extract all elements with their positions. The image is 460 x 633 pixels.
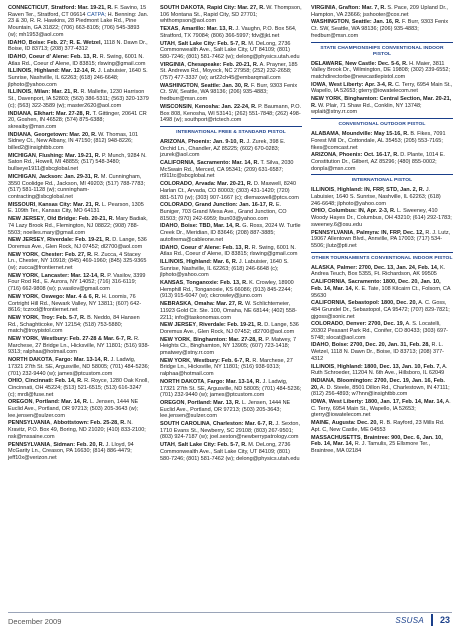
listing-location-date: Highland: IN, FRP, STD, Jan. 2, R. bbox=[337, 187, 425, 194]
listing-location-date: Palmyra: IN, FRP, Dec. 12, bbox=[356, 229, 424, 236]
listing-details: D. Plante, 1014 E. Constitution Dr., Gilbert, AZ 85296; (480) 855-0002; donpla@msn.com bbox=[311, 152, 445, 172]
listing-state: ILLINOIS bbox=[311, 363, 335, 370]
column-3 bbox=[311, 5, 453, 456]
listing-entry: PENNSYLVANIA, Sidman: Feb. 20, R. J. Lloyd, 94 McGarity Ln., Creason, PA 16630; (814) 886-4479; jeff10x@verizon.net bbox=[8, 441, 134, 461]
listing-entry: ILLINOIS, Highland: Mar. 6, R. J. Labuisier, 1640 S. Sunrise, Nashville, IL 62263; (618) 246-6648 (c); jlphoto@yahoo.com bbox=[160, 258, 289, 279]
section-header-other-tournaments: OTHER TOURNAMENTS CONVENTIONAL INDOOR PISTOL bbox=[311, 255, 453, 261]
listing-details: A. S. Locatelli, 20302 Peasant Park Rd., Conifer, CO 80433; (303) 697-5748; slocat@aol.com bbox=[311, 321, 448, 341]
listing-details: Mary Badiak, 74 Lazy Brook Rd., Flemington, NJ 08822; (908) 788-5503; noelles.mary@gmail.com bbox=[8, 216, 148, 236]
listing-location-date: Denver: 2700, Dec. 19, bbox=[346, 321, 405, 328]
listing-details: R. Swing, 6001 N. Atlas Rd., Coeur d' Alene, ID 83815; rlswing@gmail.com bbox=[160, 244, 298, 258]
listing-state: NEBRASKA bbox=[160, 301, 192, 308]
listing-state: IDAHO bbox=[160, 223, 178, 230]
listing-entry: ALASKA, Palmer: 2700, Dec. 13, Jan. 24, Feb. 14, K. Andrea Teuch, Box 5355, Ft. Richardson, AK 99505 bbox=[311, 264, 446, 278]
listing-state: DELAWARE bbox=[311, 60, 343, 67]
footer-separator bbox=[431, 614, 433, 626]
listing-entry: SOUTH CAROLINA, Charleston: Mar. 6-7, R. J. Sexton, 1710 Evans St., Newberry, SC 29108; (803) 267-9501; (803) 924-7187 (w); joel.sexton@newberrypatrology.com bbox=[160, 421, 301, 441]
listing-details: R. B. Rayford, 23 Mills Rd. Apt. C, New Castle, ME 04553 bbox=[311, 420, 445, 433]
section-header-free-standard-pistol: INTERNATIONAL FREE & STANDARD PISTOL bbox=[176, 129, 286, 135]
listing-location-date: Phoenix: Oct. 16-17, R. bbox=[339, 152, 399, 159]
listing-state: NEW YORK bbox=[160, 336, 191, 343]
listing-state: KANSAS bbox=[160, 280, 184, 287]
listing-details: J. Lloyd, 94 McGarity Ln., Creason, PA 16630; (814) 886-4479; jeff10x@verizon.net bbox=[8, 441, 134, 461]
listing-state: TEXAS bbox=[160, 26, 179, 33]
listing-location-date: Sacramento: Mar. 14, R. bbox=[196, 160, 260, 167]
listing-contact: CATPA; bbox=[86, 11, 108, 18]
listing-details: J. Vaughn, P.O. Box 564, Stratford, TX 79084; (806) 366-5997; fdv@jkt.net bbox=[160, 26, 297, 39]
listing-state: SOUTH DAKOTA bbox=[160, 5, 204, 11]
listing-details: T. Silva, 2030 McSwain Rd., Merced, CA 95341; (209) 631-6587; rt911tc@sbcglobal.net bbox=[160, 160, 294, 180]
col2-top-entries bbox=[160, 5, 302, 124]
listing-state: OHIO bbox=[8, 378, 23, 385]
listing-entry: NEW YORK, Troy: Feb. 5-7, R. B. Neddo, 84 Hansen Rd., Schaghticoke, NY 12154; (518) 753-5880; match@troypistol.com bbox=[8, 314, 140, 335]
listing-entry: ILLINOIS, Highland: 1800, Dec. 13, Jan. 10, Feb. 7, A. Ruth Schroeder, 11204 N. 6th Ave., Hillsboro, IL 62049 bbox=[311, 363, 448, 377]
listing-state: CALIFORNIA bbox=[311, 279, 345, 286]
listing-location-date: West Liberty: Apr. 3-4, R. bbox=[328, 81, 394, 88]
listing-state: MICHIGAN bbox=[8, 152, 36, 159]
listing-location-date: Boise: Feb. 27; R. E. Wetzel, bbox=[28, 39, 103, 46]
listing-details: J. Zurek, 398 E. Orchid Ln., Chandler, AZ 85225; (602) 670-0283; jzurek@aol.com bbox=[160, 138, 286, 159]
listing-entry: NEW YORK, Lancaster: Mar. 12-14, R. P. Vasilov, 3399 Four Rod Rd., E. Aurora, NY 14052; (716) 316-6119; (716) 662-9808 (w); p.vasilov@gmail.com bbox=[8, 272, 146, 293]
listing-details: R. J. Lutz, 19067 Allentown Blvd., Annville, PA 17003; (717) 534-5506; jlutz@pti.net bbox=[311, 229, 451, 249]
listing-details: H. Maier, 3811 Valley Brook Dr., Wilmington, DE 19808; (302) 239-6552; matchdirectorbe@newcastlepistol.com bbox=[311, 60, 450, 80]
listing-location-date: Grafton: Mar. 7, R. bbox=[338, 5, 386, 11]
listing-state: NEW YORK bbox=[8, 251, 39, 258]
listing-location-date: Fargo: Mar. 13-14, R. bbox=[55, 357, 110, 364]
listing-details: L. Sweeney, 410 Woody Hayes Dr., Columbus, OH 43210; (614) 292-1783; sweeney.6@osu.edu bbox=[311, 208, 452, 228]
footer-date: December 2009 bbox=[8, 617, 62, 626]
listing-location-date: Elkhart: Mar. 27-28, R. bbox=[33, 110, 92, 117]
listing-details: H. Loomis, 76 Cortright Hill Rd., Newark Valley, NY 13811; (607) 642-8616; tczrxd@frontiernet.net bbox=[8, 293, 142, 314]
listing-details: G. Ross, 2024 W. Turtle Creek Dr., Meridian, ID 83646; (208) 887-3885; autofirema@cableone.net bbox=[160, 223, 301, 243]
listing-location-date: Kansas City: Mar. 21, R. bbox=[38, 201, 101, 208]
listing-state: INDIANA bbox=[8, 110, 31, 117]
listing-details: P. Matwey, 7 Heights Ct., Binghamton, NY 13905; (607) 723-1418; pmatwey@stny.rr.com bbox=[160, 336, 297, 357]
listing-entry: SOUTH DAKOTA, Rapid City: Mar. 27, R. W. Thompson, 106 Montana St., Rapid City, SD 27701; whthompson@aol.com bbox=[160, 5, 302, 25]
listing-location-date: New Castle: Dec. 5-6, R. bbox=[345, 60, 408, 67]
listing-details: K. Andrea Teuch, Box 5355, Ft. Richardson, AK 99505 bbox=[311, 264, 446, 278]
column-1 bbox=[8, 5, 150, 463]
listing-entry: ALABAMA, Moundville: May 15-16, R. B. Fikes, 7091 Forest Mill Dr., Cottondale, AL 35453; (205) 553-7165; fikes@comcast.net bbox=[311, 131, 446, 151]
listing-location-date: Boise: TBD, Mar. 14, R. bbox=[180, 223, 241, 230]
col1-entries bbox=[8, 5, 150, 462]
listing-state: WISCONSIN bbox=[160, 103, 192, 110]
listing-state: PENNSYLVANIA bbox=[8, 441, 51, 448]
listing-details: R. L. Wetzel, 1118 N. Dawn Dr., Boise, ID 83713; (208) 377-4312 bbox=[311, 342, 444, 362]
listing-details: B. Neddo, 84 Hansen Rd., Schaghticoke, NY 12154; (518) 753-5880; match@troypistol.com bbox=[8, 314, 140, 335]
listing-details: C. Terry, 6954 Main St., Wapello, IA 52653; gterry@iowatelecom.net bbox=[311, 81, 453, 95]
col3-mid1-entries bbox=[311, 61, 453, 117]
listing-state: INDIANA bbox=[311, 377, 334, 384]
column-2 bbox=[160, 5, 302, 463]
listing-state: NEW YORK bbox=[8, 293, 39, 300]
listing-entry: KANSAS, Tonganoxie: Feb. 13, R. K. Crowley, 18900 Hemphill Rd., Tonganoxie, KS 66086; (913) 845-2244; (913) 915-6047 (w); ckcrowley@juno.com bbox=[160, 280, 294, 300]
listing-entry: CALIFORNIA, Sacramento: Mar. 14, R. T. Silva, 2030 McSwain Rd., Merced, CA 95341; (209) 631-6587; rt911tc@sbcglobal.net bbox=[160, 160, 294, 180]
listing-entry: IDAHO, Coeur d' Alene: Feb. 13, R. R. Swing, 6001 N. Atlas Rd., Coeur d' Alene, ID 83815; rlswing@gmail.com bbox=[8, 53, 146, 67]
listing-details: A. Ruth Schroeder, 11204 N. 6th Ave., Hillsboro, IL 62049 bbox=[311, 363, 448, 377]
listing-state: ILLINOIS bbox=[311, 187, 335, 194]
listing-entry: IDAHO, Coeur d' Alene: Feb. 13, R. R. Swing, 6001 N. Atlas Rd., Coeur d' Alene, ID 83815; rlswing@gmail.com bbox=[160, 244, 298, 258]
section-header-international-pistol: INTERNATIONAL PISTOL bbox=[351, 178, 413, 184]
listing-entry: VIRGINIA, Grafton: Mar. 7, R. S. Pace, 209 Upland Dr., Hampton, VA 23666; jsshooter@cox.net bbox=[311, 5, 448, 18]
listing-entry: MASSACHUSETTS, Braintree: 900, Dec. 6, Jan. 10, Feb. 14, Mar. 14, R. J. Tamulis, 25 Ellsmore Ter., Braintree, MA 02184 bbox=[311, 434, 443, 454]
col2-bottom-entries bbox=[160, 139, 302, 462]
listing-entry: UTAH, Salt Lake City: Feb. 5-7, R. M. DeLong, 2736 Commonwealth Ave., Salt Lake City, UT 84109; (801) 580-7246; (801) 581-7462 (w); delong@physics.utah.edu bbox=[160, 40, 300, 60]
listing-details: T. Gittinger, 20641 CR 20, Goshen, IN 46528; (574) 875-6388; skreaiby@msn.com bbox=[8, 110, 147, 130]
listing-location-date: Lancaster: Mar. 12-14, R. bbox=[41, 272, 106, 279]
listing-details: K. Crowley, 18900 Hemphill Rd., Tonganoxie, KS 66086; (913) 845-2244; (913) 915-6047 (w); ckcrowley@juno.com bbox=[160, 280, 294, 300]
listing-details: M. DeLong, 2736 Commonwealth Ave., Salt Lake City, UT 84109; (801) 580-7246; (801) 581-7462 (w); delong@physics.utah.edu bbox=[160, 40, 300, 60]
listing-location-date: Portland: Mar. 14, R. bbox=[35, 399, 89, 406]
listing-location-date: Stratford: Mar. 19-21, R. bbox=[51, 5, 113, 11]
listing-location-date: Palmer: 2700, Dec. 13, Jan. 24, Feb. 14, bbox=[336, 264, 439, 271]
listing-entry: IDAHO, Boise: Feb. 27; R. E. Wetzel, 1118 N. Dawn Dr., Boise, ID 83713; (208) 377-4312 bbox=[8, 39, 148, 53]
listing-location-date: Portland: Mar. 13, R. bbox=[187, 399, 241, 406]
listing-location-date: Highland: Mar. 12-14, R. bbox=[34, 68, 97, 75]
section-rule bbox=[311, 42, 453, 43]
listing-entry: NEW JERSEY, Riverdale: Feb. 19-21, R. D. Lange, 536 Doremus Ave., Glen Rock, NJ 07452; dl2700@aol.com bbox=[160, 322, 299, 335]
listing-entry: DELAWARE, New Castle: Dec. 5-6, R. H. Maier, 3811 Valley Brook Dr., Wilmington, DE 19808; (302) 239-6552; matchdirectorbe@newcastlepistol.com bbox=[311, 60, 450, 80]
listing-entry: IDAHO, Boise: TBD, Mar. 14, R. G. Ross, 2024 W. Turtle Creek Dr., Meridian, ID 83646; (208) 887-3885; autofirema@cableone.net bbox=[160, 223, 301, 243]
listing-location-date: Old Bridge: Feb. 20-21, R. bbox=[47, 216, 115, 223]
listing-entry: NEW YORK, Chester: Feb. 27, R. R. Zucca, 4 Stacey Ln., Chester, NY 10918; (845) 469-1960; (845) 325-9365 (w); zucca@frontiernet.net bbox=[8, 251, 147, 272]
listing-entry: WASHINGTON, Seattle: Jan. 30, R. F. Burr, 9303 Fenix Ct. SW, Seattle, WA 98136; (206) 935-4883; fredburr@msn.com bbox=[160, 82, 298, 103]
listing-location-date: Binghamton: Mar. 27-28, R. bbox=[193, 336, 264, 343]
listing-details: 1118 N. Dawn Dr., Boise, ID 83713; (208) 377-4312 bbox=[8, 39, 148, 53]
listing-state: IOWA bbox=[311, 399, 326, 406]
listing-location-date: Cincinnati: Feb. 14, R. bbox=[25, 378, 83, 385]
listing-state: IDAHO bbox=[160, 244, 178, 251]
listing-location-date: Salt Lake City: Feb. 5-7, R. bbox=[177, 442, 247, 449]
listing-entry: WASHINGTON, Seattle: Jan. 16, R. F. Burr, 9303 Fenix Ct. SW, Seattle, WA 98136; (206) 935-4883; fredburr@msn.com bbox=[311, 19, 449, 39]
listing-state: NEW YORK bbox=[8, 272, 39, 279]
listing-state: IDAHO bbox=[8, 39, 26, 46]
listing-state: IDAHO bbox=[8, 53, 26, 60]
listing-entry: NEBRASKA, Omaha: Mar. 27, R. W. Schlichtemeier, 11923 Gold Cir. Ste. 100, Omaha, NE 68144; (402) 558-2211; info@taskonomas.com bbox=[160, 301, 297, 321]
listing-details: R. J. Tamulis, 25 Ellsmore Ter., Braintree, MA 02184 bbox=[311, 441, 431, 454]
listing-location-date: Riverdale: Feb. 19-21, R. bbox=[199, 322, 263, 329]
listing-state: OHIO bbox=[311, 208, 326, 215]
listing-location-date: Kenosha: Jan. 22-24, R. bbox=[194, 103, 257, 110]
listing-location-date: Rapid City: Mar. 27, R. bbox=[206, 5, 265, 11]
listing-details: J. Sexton, 1710 Evans St., Newberry, SC 29108; (803) 267-9501; (803) 924-7187 (w); joel.sexton@newberrypatrology.com bbox=[160, 421, 301, 441]
listing-entry: NEW JERSEY, Riverdale: Feb. 19-21, R. D. Lange, 536 Doremus Ave., Glen Rock, NJ 07452; dl2700@aol.com bbox=[8, 237, 147, 250]
listing-details: R. Zucca, 4 Stacey Ln., Chester, NY 10918; (845) 469-1960; (845) 325-9365 (w); zucca@frontiernet.net bbox=[8, 251, 147, 272]
listing-state: COLORADO bbox=[311, 321, 344, 328]
listing-location-date: Chester: Feb. 27, R. bbox=[41, 251, 93, 258]
section-rule bbox=[311, 118, 453, 119]
listing-details: K. E. Tate, 108 Kilcairn Ct., Folsom, CA 95630 bbox=[311, 285, 451, 299]
listing-state: COLORADO bbox=[160, 202, 193, 209]
listing-state: CALIFORNIA bbox=[160, 160, 194, 167]
listing-state: NEW JERSEY bbox=[8, 216, 45, 223]
section-rule bbox=[311, 174, 453, 175]
listing-details: J. Ladwig, 17321 27th St. SE, Argusville, ND 58005; (701) 484-5236; (701) 232-9440 (w); james@ptcustom.com bbox=[160, 378, 302, 399]
listing-state: INDIANA bbox=[8, 131, 31, 138]
listing-entry: CALIFORNIA, Sebastopol: 1800, Dec. 20, A. C. Goss, 484 Grundel Dr., Sebastopol, CA 95472; (707) 829-7821; gjgoss@sonic.net bbox=[311, 300, 450, 320]
listing-location-date: Boise: 2700, Dec. 20, Jan. 31, Feb. 28, bbox=[331, 342, 430, 349]
listing-location-date: Westbury: Feb. 27-28 & Mar. 6-7, R. bbox=[41, 336, 133, 343]
listing-location-date: Oswego: Mar. 4 & 6, R. bbox=[41, 293, 101, 300]
listing-entry: COLORADO, Arvada: Mar. 20-21, R. D. Maxwell, 8240 Harlan Ct., Arvada, CO 80003; (303) 431-1420; (720) 881-5170 (w); (303) 907-1667 (c); dlemaxwell@ptcs.com bbox=[160, 181, 299, 201]
listing-state: ALASKA bbox=[311, 264, 334, 271]
listing-entry: ILLINOIS, Highland: IN, FRP, STD, Jan. 2, R. J. Labuisier, 1640 S. Sunrise, Nashville, IL 62263; (618) 246-6648; jlphoto@yahoo.com bbox=[311, 187, 441, 207]
listing-details: R. Marchese, 27 Bridge Ln., Hicksville, NY 11801; (516) 938-9313; ralphaa@hotmail.com bbox=[160, 357, 293, 378]
listing-state: MISSOURI bbox=[8, 201, 36, 208]
listing-details: F. Burr, 9303 Fenix Ct. SW, Seattle, WA 98136; (206) 935-4883; fredburr@msn.com bbox=[160, 82, 298, 103]
listing-details: J. Labuisier, 1640 S. Sunrise, Nashville, IL 62263; (618) 246-6648; jlphoto@yahoo.com bbox=[8, 68, 148, 88]
listing-location-date: Chesapeake: Feb. 20-21, R. bbox=[187, 61, 259, 68]
section-rule bbox=[160, 126, 302, 127]
listing-location-date: Charleston: Mar. 6-7, R. bbox=[212, 421, 275, 428]
listing-entry: TEXAS, Amarillo: Mar. 13, R. J. Vaughn, P.O. Box 564, Stratford, TX 79084; (806) 366-5997; fdv@jkt.net bbox=[160, 26, 297, 39]
listing-state: NEW YORK bbox=[8, 314, 39, 321]
listing-entry: ARIZONA, Phoenix: Oct. 16-17, R. D. Plante, 1014 E. Constitution Dr., Gilbert, AZ 85296; (480) 855-0002; donpla@msn.com bbox=[311, 152, 445, 172]
listing-entry: PENNSYLVANIA, Abbottstown: Feb. 25-28, R. N. Kravitz, P.O. Box 49, Boring, ND 21020; (410) 833-2100; nsk@mssaine.com bbox=[8, 420, 146, 440]
listing-entry: MISSOURI, Kansas City: Mar. 21, R. L. Pearson, 1305 E. 109th Ter., Kansas City, MO 64131 bbox=[8, 201, 144, 215]
listing-details: F. Burr, 9303 Fenix Ct. SW, Seattle, WA 98136; (206) 935-4883; fredburr@msn.com bbox=[311, 19, 449, 39]
listing-details: W. Thompson, 106 Montana St., Rapid City, SD 27701; whthompson@aol.com bbox=[160, 5, 302, 25]
listing-entry: NEW YORK, Westbury: Feb. 27-28 & Mar. 6-7, R. R. Marchese, 27 Bridge Ln., Hicksville, NY 11801; (516) 938-9313; ralphaa@hotmail.com bbox=[8, 336, 150, 356]
listing-location-date: Sidman: Feb. 20, R. bbox=[53, 441, 105, 448]
listing-location-date: Highland: Mar. 6, R. bbox=[186, 258, 238, 265]
listing-details: P. Vasilov, 3399 Four Rod Rd., E. Aurora, NY 14052; (716) 316-6119; (716) 662-9808 (w); p.vasilov@gmail.com bbox=[8, 272, 146, 293]
listing-entry: IDAHO, Boise: 2700, Dec. 20, Jan. 31, Feb. 28, R. L. Wetzel, 1118 N. Dawn Dr., Boise, ID 83713; (208) 377-4312 bbox=[311, 342, 444, 362]
listing-entry: COLORADO, Grand Junction: Jan. 16-17, R. E. Buniger, 703 Grand Mesa Ave., Grand Junction, CO 81503; (970) 242-6959; lbun03@yahoo.com bbox=[160, 202, 287, 222]
footer-page-number: 23 bbox=[439, 615, 450, 625]
listing-entry: OREGON, Portland: Mar. 14, R. L. Jensen, 1444 NE Euclid Ave., Portland, OR 97213; (503) 205-3643 (w); lee.jensen@sulzer.com bbox=[8, 399, 139, 419]
listing-state: ARIZONA bbox=[311, 152, 337, 159]
listing-state: NORTH DAKOTA bbox=[160, 378, 205, 385]
listing-state: CALIFORNIA bbox=[311, 300, 345, 307]
listing-entry: CALIFORNIA, Sacramento: 1800, Dec. 20, Jan. 10, Feb. 14, Mar. 14, K. E. Tate, 108 Kilcairn Ct., Folsom, CA 95630 bbox=[311, 279, 451, 299]
listing-location-date: Salt Lake City: Feb. 5-7, R. bbox=[177, 40, 247, 47]
listing-state: ALABAMA bbox=[311, 131, 339, 138]
listing-details-extra: H. Benning: Jan. 23 & 30, R. R. Hawkins, 28 Piedmont Lake Rd., Pine Mountain, GA 31822; (706) 663-8105; (706) 545-3893 (w); mh1953@aol.com bbox=[8, 11, 149, 38]
listing-details: A. D. Steele, 8501 Dillon Rd., Charlestown, IN 47111; (812) 256-4893; w7hnn@insightbb.com bbox=[311, 384, 450, 398]
listing-entry: MICHIGAN, Jackson: Jan. 29-31, R. M. Cunningham, 3550 Coolidge Rd., Jackson, MI 49203; (517) 788-7783; (517) 581-1128 (w); cunningham-contracting@sbcglobal.net bbox=[8, 173, 145, 200]
listing-state: ILLINOIS bbox=[160, 258, 184, 265]
listing-entry: CONNECTICUT, Stratford: Mar. 19-21, R. F. Savino, 15 Raven Ter., Stratford, CT 06614 CATPA; H. Benning: Jan. 23 & 30, R. R. Hawkins, 28 Piedmont Lake Rd., Pine Mountain, GA 31822; (706) 663-8105; (706) 545-3893 (w); mh1953@aol.com bbox=[8, 5, 149, 38]
listing-location-date: Flushing: Mar. 19-21, R. bbox=[38, 152, 101, 159]
listing-entry: MICHIGAN, Flushing: Mar. 19-21, R. P. Munch, 9284 N. Saton Rd., Howell, MI 48855; (517) 548-3480; bullseye1911@sbcglobal.net bbox=[8, 152, 147, 173]
section-rule bbox=[311, 252, 453, 253]
listing-entry: IOWA, West Liberty: Apr. 3-4, R. C. Terry, 6954 Main St., Wapello, IA 52653; gterry@iowatelecom.net bbox=[311, 81, 453, 95]
listing-location-date: Troy: Feb. 5-7, R. bbox=[41, 314, 86, 321]
listing-entry: WISCONSIN, Kenosha: Jan. 22-24, R. P. Baumann, P.O. Box 808, Kenosha, WI 53141; (262) 551-7848; (262) 498-1498 (w); southport@rtctech.com bbox=[160, 103, 302, 124]
footer-publication: SSUSA bbox=[395, 616, 424, 625]
listing-state: SOUTH CAROLINA bbox=[160, 421, 210, 428]
listing-state: MICHIGAN bbox=[8, 173, 36, 180]
listing-entry: MAINE, Augusta: Dec. 20, R. B. Rayford, 23 Mills Rd. Apt. C, New Castle, ME 04553 bbox=[311, 420, 445, 433]
listing-details: A. Prayner, 185 St. Andrews Rd., Moyock, NC 27958; (252) 232-2658; (757) 477-3337 (w); art22ch45@embarqmail.com bbox=[160, 61, 298, 82]
listing-details: L. Pearson, 1305 E. 109th Ter., Kansas City, MO 64131 bbox=[8, 201, 144, 215]
listing-location-date: Arvada: Mar. 20-21, R. bbox=[195, 181, 253, 188]
listing-details: P. Baumann, P.O. Box 808, Kenosha, WI 53141; (262) 551-7848; (262) 498-1498 (w); southport@rtctech.com bbox=[160, 103, 302, 124]
listing-details: J. Labuisier, 1640 S. Sunrise, Nashville, IL 62263; (618) 246-6648; jlphoto@yahoo.com bbox=[311, 187, 441, 207]
listing-state: OREGON bbox=[160, 399, 185, 406]
listing-details: M. Cunningham, 3550 Coolidge Rd., Jackson, MI 49203; (517) 788-7783; (517) 581-1128 (w); cunningham-contracting@sbcglobal.net bbox=[8, 173, 145, 200]
listing-location-date: Coeur d' Alene: Feb. 13, R. bbox=[28, 53, 99, 60]
listing-location-date: Seattle: Jan. 30, R. bbox=[200, 82, 250, 89]
listing-location-date: Westbury: Feb. 6-7, R. bbox=[193, 357, 251, 364]
listing-entry: ILLINOIS, Milan: Mar. 21, R. R. Mallette, 1230 Harrison St., Davenport, IA 52803; (563) 386-5311; (563) 320-1379 (c); (563) 322-3589 (w); master2620@aol.com bbox=[8, 89, 149, 109]
listing-state: MASSACHUSETTS bbox=[311, 434, 361, 441]
listing-state: WASHINGTON bbox=[160, 82, 198, 89]
col3-top-entries bbox=[311, 5, 453, 40]
listing-state: NEW JERSEY bbox=[8, 237, 45, 244]
listing-state: ILLINOIS bbox=[8, 68, 32, 75]
listing-details: D. Maxwell, 8240 Harlan Ct., Arvada, CO 80003; (303) 431-1420; (720) 881-5170 (w); (303) 907-1667 (c); dlemaxwell@ptcs.com bbox=[160, 181, 299, 201]
listing-entry: NEW YORK, Oswego: Mar. 4 & 6, R. H. Loomis, 76 Cortright Hill Rd., Newark Valley, NY 13811; (607) 642-8616; tczrxd@frontiernet.net bbox=[8, 293, 142, 314]
listing-details: D. Lange, 536 Doremus Ave., Glen Rock, NJ 07452; dl2700@aol.com bbox=[8, 237, 147, 250]
listing-details: J. Ladwig, 17321 27th St. SE, Argusville, ND 58005; (701) 484-5236; (701) 232-9440 (w); james@ptcustom.com bbox=[8, 357, 150, 377]
listing-entry: OREGON, Portland: Mar. 13, R. L. Jensen, 1444 NE Euclid Ave., Portland, OR 97213; (503) 205-3643; lee.jensen@sulzer.com bbox=[160, 399, 291, 420]
listing-entry: OHIO, Cincinnati: Feb. 14, R. R. Royce, 1280 Oak Knoll, Cincinnati, OH 45224; (513) 521-6515; (513) 616-3247 (c); mrdl@fuse.net bbox=[8, 378, 149, 398]
listing-entry: ILLINOIS, Highland: Mar. 12-14, R. J. Labuisier, 1640 S. Sunrise, Nashville, IL 62263; (618) 246-6648; jlphoto@yahoo.com bbox=[8, 68, 148, 88]
listing-state: NORTH DAKOTA bbox=[8, 357, 53, 364]
listing-entry: NORTH DAKOTA, Fargo: Mar. 13-14, R. J. Ladwig, 17321 27th St. SE, Argusville, ND 58005; (701) 484-5236; (701) 232-9440 (w); james@ptcustom.com bbox=[160, 378, 302, 399]
listing-state: NEW YORK bbox=[311, 96, 342, 103]
listing-state: PENNSYLVANIA bbox=[8, 420, 51, 427]
listing-entry: INDIANA, Bloomington: 2700, Dec. 19, Jan. 16, Feb. 20, A. D. Steele, 8501 Dillon Rd., Charlestown, IN 47111; (812) 256-4893; w7hnn@insightbb.com bbox=[311, 377, 450, 398]
listing-entry: NEW YORK, Westbury: Feb. 6-7, R. R. Marchese, 27 Bridge Ln., Hicksville, NY 11801; (516) 938-9313; ralphaa@hotmail.com bbox=[160, 357, 293, 378]
listing-location-date: West Liberty: 1800, Jan. 17, Feb. 14, Mar. 14, bbox=[328, 399, 445, 406]
listing-details: W. Schlichtemeier, 11923 Gold Cir. Ste. 100, Omaha, NE 68144; (402) 558-2211; info@taskonomas.com bbox=[160, 301, 297, 321]
listing-location-date: Omaha: Mar. 27, R. bbox=[194, 301, 244, 308]
listing-details: E. Buniger, 703 Grand Mesa Ave., Grand Junction, CO 81503; (970) 242-6959; lbun03@yahoo.com bbox=[160, 202, 287, 222]
listing-details: F. Savino, 15 Raven Ter., Stratford, CT 06614 bbox=[8, 5, 147, 18]
listing-details: M. DeLong, 2736 Commonwealth Ave., Salt Lake City, UT 84109; (801) 580-7246; (801) 581-7462 (w); delong@physics.utah.edu bbox=[160, 442, 300, 462]
col3-mid3-entries bbox=[311, 187, 453, 249]
listing-location-date: Jackson: Jan. 29-31, R. bbox=[38, 173, 100, 180]
listing-entry: OHIO, Columbus: IN, Apr. 2-3, R. L. Sweeney, 410 Woody Hayes Dr., Columbus, OH 43210; (614) 292-1783; sweeney.6@osu.edu bbox=[311, 208, 452, 228]
listing-state: CONNECTICUT bbox=[8, 5, 49, 11]
listing-entry: PENNSYLVANIA, Palmyra: IN, FRP, Dec. 12, R. J. Lutz, 19067 Allentown Blvd., Annville, PA 17003; (717) 534-5506; jlutz@pti.net bbox=[311, 229, 451, 249]
listing-details: A. C. Terry, 6954 Main St., Wapello, IA 52653; gterry@iowatelecom.net bbox=[311, 399, 451, 419]
listing-state: ILLINOIS bbox=[8, 89, 32, 96]
listing-location-date: Braintree: 900, Dec. 6, Jan. 10, Feb. 14, Mar. 14, bbox=[311, 434, 443, 448]
listing-details: R. Mallette, 1230 Harrison St., Davenport, IA 52803; (563) 386-5311; (563) 320-1379 (c); (563) 322-3589 (w); master2620@aol.com bbox=[8, 89, 149, 109]
listing-state: MAINE bbox=[311, 420, 329, 427]
listing-details: B. Fikes, 7091 Forest Mill Dr., Cottondale, AL 35453; (205) 553-7165; fikes@comcast.net bbox=[311, 131, 446, 151]
listing-entry: UTAH, Salt Lake City: Feb. 5-7, R. M. DeLong, 2736 Commonwealth Ave., Salt Lake City, UT 84109; (801) 580-7246; (801) 581-7462 (w); delong@physics.utah.edu bbox=[160, 442, 300, 462]
listing-location-date: Moundville: May 15-16, R. bbox=[341, 131, 409, 138]
listing-location-date: Sacramento: 1800, Dec. 20, Jan. 10, Feb. 14, Mar. 14, bbox=[311, 279, 441, 292]
listing-state: WASHINGTON bbox=[311, 19, 349, 26]
listing-location-date: Amarillo: Mar. 13, R. bbox=[181, 26, 234, 33]
listing-location-date: Seattle: Jan. 16, R. bbox=[351, 19, 401, 26]
listing-location-date: Coeur d' Alene: Feb. 13, R. bbox=[180, 244, 251, 251]
listing-details: R. Marchese, 27 Bridge Ln., Hicksville, NY 11801; (516) 938-9313; ralphaa@hotmail.com bbox=[8, 336, 150, 356]
listing-entry: ARIZONA, Phoenix: Jan. 9-10, R. J. Zurek, 398 E. Orchid Ln., Chandler, AZ 85225; (602) 670-0283; jzurek@aol.com bbox=[160, 138, 286, 159]
listing-details: N. Kravitz, P.O. Box 49, Boring, ND 21020; (410) 833-2100; nsk@mssaine.com bbox=[8, 420, 146, 440]
listing-location-date: Georgetown: Mar. 20, R. bbox=[33, 131, 97, 138]
listing-state: VIRGINIA bbox=[311, 5, 336, 11]
listing-state: NEW JERSEY bbox=[160, 322, 197, 329]
listing-details: W. Thomas, 101 Sidney Ct., New Albany, IN 47150; (812) 948-8226; billed2@insightbb.com bbox=[8, 131, 139, 152]
listing-location-date: Riverdale: Feb. 19-21, R. bbox=[47, 237, 111, 244]
listing-location-date: Milan: Mar. 21, R. bbox=[34, 89, 79, 96]
listing-details: R. Swing, 6001 N. Atlas Rd., Coeur d' Alene, ID 83815; rlswing@gmail.com bbox=[8, 53, 146, 67]
listing-entry: NEW YORK, Binghamton: Mar. 27-28, R. P. Matwey, 7 Heights Ct., Binghamton, NY 13905; (607) 723-1418; pmatwey@stny.rr.com bbox=[160, 336, 297, 357]
listing-location-date: Columbus: IN, Apr. 2-3, R. bbox=[328, 208, 396, 215]
listing-details: W. Plair, 71 Shaw Rd., Conklin, NY 13748; wplait@stny.rr.com bbox=[311, 102, 422, 116]
listing-entry: COLORADO, Denver: 2700, Dec. 19, A. S. Locatelli, 20302 Peasant Park Rd., Conifer, CO 80433; (303) 697-5748; slocat@aol.com bbox=[311, 321, 448, 341]
listing-location-date: Phoenix: Jan. 9-10, R. bbox=[188, 138, 245, 145]
listing-entry: NEW YORK, Binghamton: Central Section, Mar. 20-21, R. W. Plair, 71 Shaw Rd., Conklin, NY 13748; wplait@stny.rr.com bbox=[311, 96, 452, 116]
listing-entry: NORTH DAKOTA, Fargo: Mar. 13-14, R. J. Ladwig, 17321 27th St. SE, Argusville, ND 58005; (701) 484-5236; (701) 232-9440 (w); james@ptcustom.com bbox=[8, 357, 150, 377]
listing-details: P. Munch, 9284 N. Saton Rd., Howell, MI 48855; (517) 548-3480; bullseye1911@sbcglobal.net bbox=[8, 152, 147, 173]
listing-details: D. Lange, 536 Doremus Ave., Glen Rock, NJ 07452; dl2700@aol.com bbox=[160, 322, 299, 335]
listing-location-date: Binghamton: Central Section, Mar. 20-21, R. bbox=[311, 96, 452, 109]
listing-state: IOWA bbox=[311, 81, 326, 88]
section-header-state-championships: STATE CHAMPIONSHIPS CONVENTIONAL INDOOR PISTOL bbox=[320, 45, 444, 57]
listing-state: VIRGINIA bbox=[160, 61, 185, 68]
listing-state: PENNSYLVANIA bbox=[311, 229, 354, 236]
listing-details: L. Jensen, 1444 NE Euclid Ave., Portland, OR 97213; (503) 205-3643; lee.jensen@sulzer.com bbox=[160, 399, 291, 420]
listing-state: ARIZONA bbox=[160, 138, 186, 145]
listing-entry: NEW JERSEY, Old Bridge: Feb. 20-21, R. Mary Badiak, 74 Lazy Brook Rd., Flemington, NJ 08822; (908) 788-5503; noelles.mary@gmail.com bbox=[8, 216, 148, 236]
listing-details: J. Labuisier, 1640 S. Sunrise, Nashville, IL 62263; (618) 246-6648 (c); jlphoto@yahoo.com bbox=[160, 258, 289, 279]
listing-entry: VIRGINIA, Chesapeake: Feb. 20-21, R. A. Prayner, 185 St. Andrews Rd., Moyock, NC 27958; (252) 232-2658; (757) 477-3337 (w); art22ch45@embarqmail.com bbox=[160, 61, 298, 82]
footer-rule bbox=[8, 612, 452, 613]
listing-entry: INDIANA, Elkhart: Mar. 27-28, R. T. Gittinger, 20641 CR 20, Goshen, IN 46528; (574) 875-6388; skreaiby@msn.com bbox=[8, 110, 147, 130]
listing-location-date: Augusta: Dec. 20, bbox=[331, 420, 378, 427]
listing-location-date: Abbottstown: Feb. 25-28, R. bbox=[53, 420, 126, 427]
col3-bottom-entries bbox=[311, 265, 453, 455]
listing-entry: INDIANA, Georgetown: Mar. 20, R. W. Thomas, 101 Sidney Ct., New Albany, IN 47150; (812) 948-8226; billed2@insightbb.com bbox=[8, 131, 139, 152]
listing-location-date: Fargo: Mar. 13-14, R. bbox=[207, 378, 262, 385]
listing-state: UTAH bbox=[160, 442, 175, 449]
col3-mid2-entries bbox=[311, 131, 453, 172]
listing-state: UTAH bbox=[160, 40, 175, 47]
listing-location-date: Sebastopol: 1800, Dec. 20, bbox=[347, 300, 418, 307]
listing-location-date: Bloomington: 2700, Dec. 19, Jan. 16, Feb. 20, bbox=[311, 377, 445, 391]
listing-state: OREGON bbox=[8, 399, 33, 406]
listing-state: IDAHO bbox=[311, 342, 329, 349]
listing-state: COLORADO bbox=[160, 181, 193, 188]
listing-details: S. Pace, 209 Upland Dr., Hampton, VA 23666; jsshooter@cox.net bbox=[311, 5, 448, 18]
listing-entry: IOWA, West Liberty: 1800, Jan. 17, Feb. 14, Mar. 14, A. C. Terry, 6954 Main St., Wapello, IA 52653; gterry@iowatelecom.net bbox=[311, 399, 451, 419]
listing-details: A. C. Goss, 484 Grundel Dr., Sebastopol, CA 95472; (707) 829-7821; gjgoss@sonic.net bbox=[311, 300, 450, 320]
listing-state: NEW YORK bbox=[160, 357, 191, 364]
listing-state: NEW YORK bbox=[8, 336, 39, 343]
listing-location-date: Highland: 1800, Dec. 13, Jan. 10, Feb. 7, bbox=[337, 363, 441, 370]
listing-details: L. Jensen, 1444 NE Euclid Ave., Portland, OR 97213; (503) 205-3643 (w); lee.jensen@sulzer.com bbox=[8, 399, 139, 419]
listing-location-date: Tonganoxie: Feb. 13, R. bbox=[186, 280, 248, 287]
listing-details: R. Royce, 1280 Oak Knoll, Cincinnati, OH 45224; (513) 521-6515; (513) 616-3247 (c); mrdl@fuse.net bbox=[8, 378, 149, 398]
listing-location-date: Grand Junction: Jan. 16-17, R. bbox=[195, 202, 275, 209]
section-header-outdoor-pistol: CONVENTIONAL OUTDOOR PISTOL bbox=[338, 122, 426, 128]
